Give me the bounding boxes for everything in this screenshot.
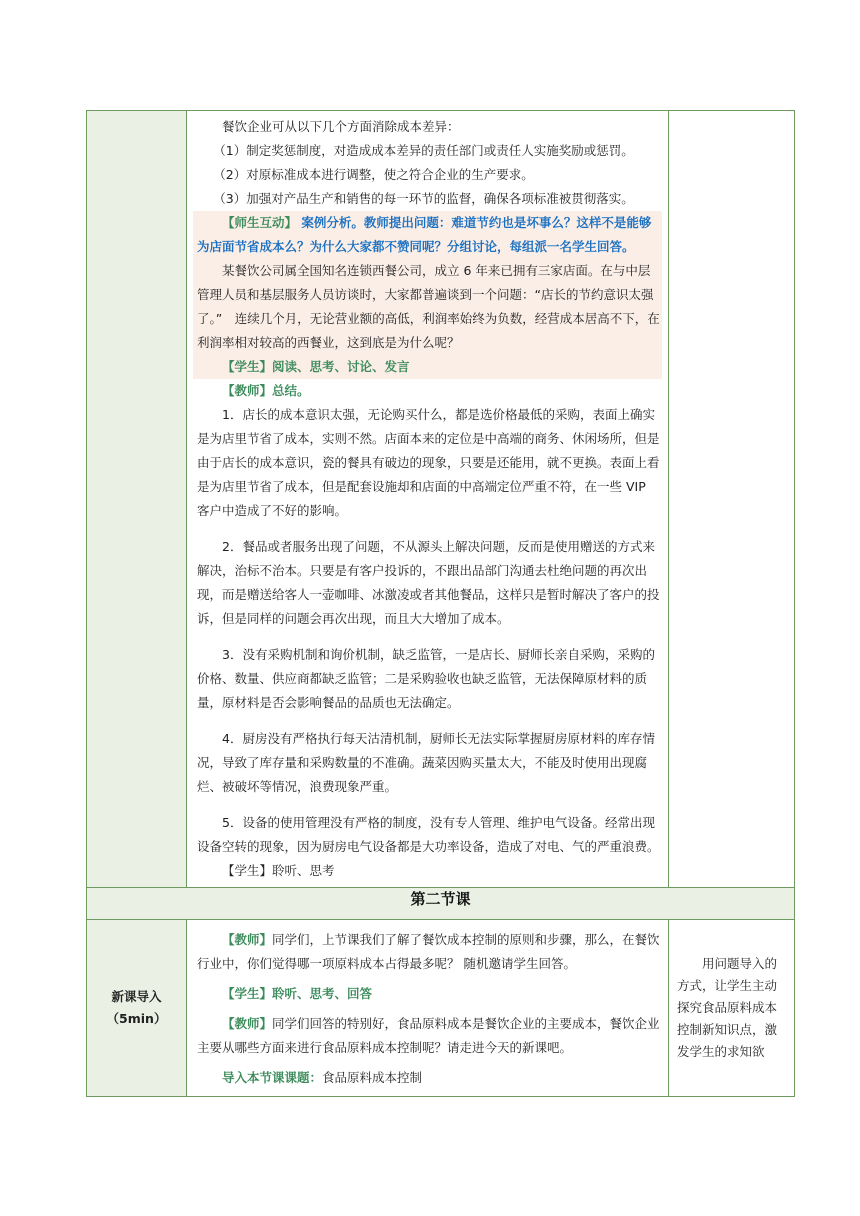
teacher-summary-text: 总结。 bbox=[272, 383, 310, 398]
teacher-summary bbox=[197, 379, 660, 403]
teacher-tag-2: 【教师】 bbox=[222, 932, 273, 947]
teacher-question-text: 同学们，上节课我们了解了餐饮成本控制的原则和步骤，那么，在餐饮行业中，你们觉得哪一项原料成本占得最多呢？ 随机邀请学生回答。 bbox=[197, 932, 660, 971]
lesson-page bbox=[86, 110, 794, 1097]
measure-item-1: （1）制定奖惩制度，对造成成本差异的责任部门或责任人实施奖励或惩罚。 bbox=[213, 143, 634, 158]
summary-point-5: 5．设备的使用管理没有严格的制度，没有专人管理、维护电气设备。经常出现设备空转的现象，因为厨房电气设备都是大功率设备，造成了对电、气的严重浪费。 bbox=[197, 815, 660, 854]
content-row-cost-variance bbox=[87, 111, 795, 888]
section-title-row bbox=[87, 888, 795, 920]
measure-item-3: （3）加强对产品生产和销售的每一环节的监督，确保各项标准被贯彻落实。 bbox=[213, 191, 634, 206]
left-cell-empty bbox=[87, 111, 187, 888]
new-lesson-label-duration: （5min） bbox=[106, 1011, 167, 1026]
teacher-tag: 【教师】 bbox=[222, 383, 273, 398]
lesson-topic-tag: 导入本节课课题： bbox=[222, 1070, 323, 1085]
middle-cell-content bbox=[187, 111, 669, 888]
teacher-response bbox=[197, 1012, 660, 1060]
lesson-topic-line bbox=[197, 1066, 660, 1090]
measure-item-2: （2）对原标准成本进行调整，使之符合企业的生产要求。 bbox=[213, 167, 534, 182]
case-highlight-block bbox=[193, 211, 662, 379]
new-lesson-label bbox=[87, 920, 187, 1097]
summary-point-3: 3．没有采购机制和询价机制，缺乏监管，一是店长、厨师长亲自采购，采购的价格、数量、供应商都缺乏监管；二是采购验收也缺乏监管，无法保障原材料的质量，原材料是否会影响餐品的品质也无法确定。 bbox=[197, 647, 655, 710]
new-lesson-label-title: 新课导入 bbox=[111, 989, 162, 1004]
student-listen-line: 【学生】聆听、思考 bbox=[222, 863, 335, 878]
interaction-question: 案例分析。教师提出问题：难道节约也是坏事么？这样不是能够为店面节省成本么？为什么大家都不赞同呢？分组讨论，每组派一名学生回答。 bbox=[197, 215, 652, 254]
case-paragraph: 某餐饮公司属全国知名连锁西餐公司，成立 6 年来已拥有三家店面。在与中层管理人员和基层服务人员访谈时，大家都普遍谈到一个问题：“店长的节约意识太强了。” 连续几个月，无论营业额的高低，利润率始终为负数，经营成本居高不下，在利润率相对较高的西餐业，这到底是为什么呢？ bbox=[197, 263, 660, 350]
lesson-topic-text: 食品原料成本控制 bbox=[322, 1070, 423, 1085]
design-intent-note: 用问题导入的方式，让学生主动探究食品原料成本控制新知识点，激发学生的求知欲 bbox=[669, 920, 795, 1097]
interaction-paragraph bbox=[197, 211, 660, 259]
summary-point-4: 4．厨房没有严格执行每天沽清机制，厨师长无法实际掌握厨房原材料的库存情况，导致了库存量和采购数量的不准确。蔬菜因购买量太大，不能及时使用出现腐烂、被破坏等情况，浪费现象严重。 bbox=[197, 731, 655, 794]
content-row-new-lesson bbox=[87, 920, 795, 1097]
student-activity: 【学生】阅读、思考、讨论、发言 bbox=[222, 359, 410, 374]
student-answer-line: 【学生】聆听、思考、回答 bbox=[222, 986, 373, 1001]
teacher-question bbox=[197, 928, 660, 976]
summary-point-1: 1．店长的成本意识太强，无论购买什么，都是选价格最低的采购，表面上确实是为店里节省了成本，实则不然。店面本来的定位是中高端的商务、休闲场所，但是由于店长的成本意识，瓷的餐具有破边的现象，只要是还能用，就不更换。表面上看是为店里节省了成本，但是配套设施却和店面的中高端定位严重不符，在一些 VIP 客户中造成了不好的影响。 bbox=[197, 407, 660, 518]
right-cell-empty bbox=[669, 111, 795, 888]
summary-point-2: 2．餐品或者服务出现了问题，不从源头上解决问题，反而是使用赠送的方式来解决，治标不治本。只要是有客户投诉的，不跟出品部门沟通去杜绝问题的再次出现，而是赠送给客人一壶咖啡、冰激凌或者其他餐品，这样只是暂时解决了客户的投诉，但是同样的问题会再次出现，而且大大增加了成本。 bbox=[197, 539, 660, 626]
intro-text: 餐饮企业可从以下几个方面消除成本差异： bbox=[222, 119, 460, 134]
teacher-response-text: 同学们回答的特别好，食品原料成本是餐饮企业的主要成本，餐饮企业主要从哪些方面来进行食品原料成本控制呢？请走进今天的新课吧。 bbox=[197, 1016, 660, 1055]
interaction-tag: 【师生互动】 bbox=[222, 215, 298, 230]
lesson-table bbox=[86, 110, 795, 1097]
teacher-tag-3: 【教师】 bbox=[222, 1016, 273, 1031]
section-title: 第二节课 bbox=[87, 888, 795, 920]
new-lesson-content bbox=[187, 920, 669, 1097]
